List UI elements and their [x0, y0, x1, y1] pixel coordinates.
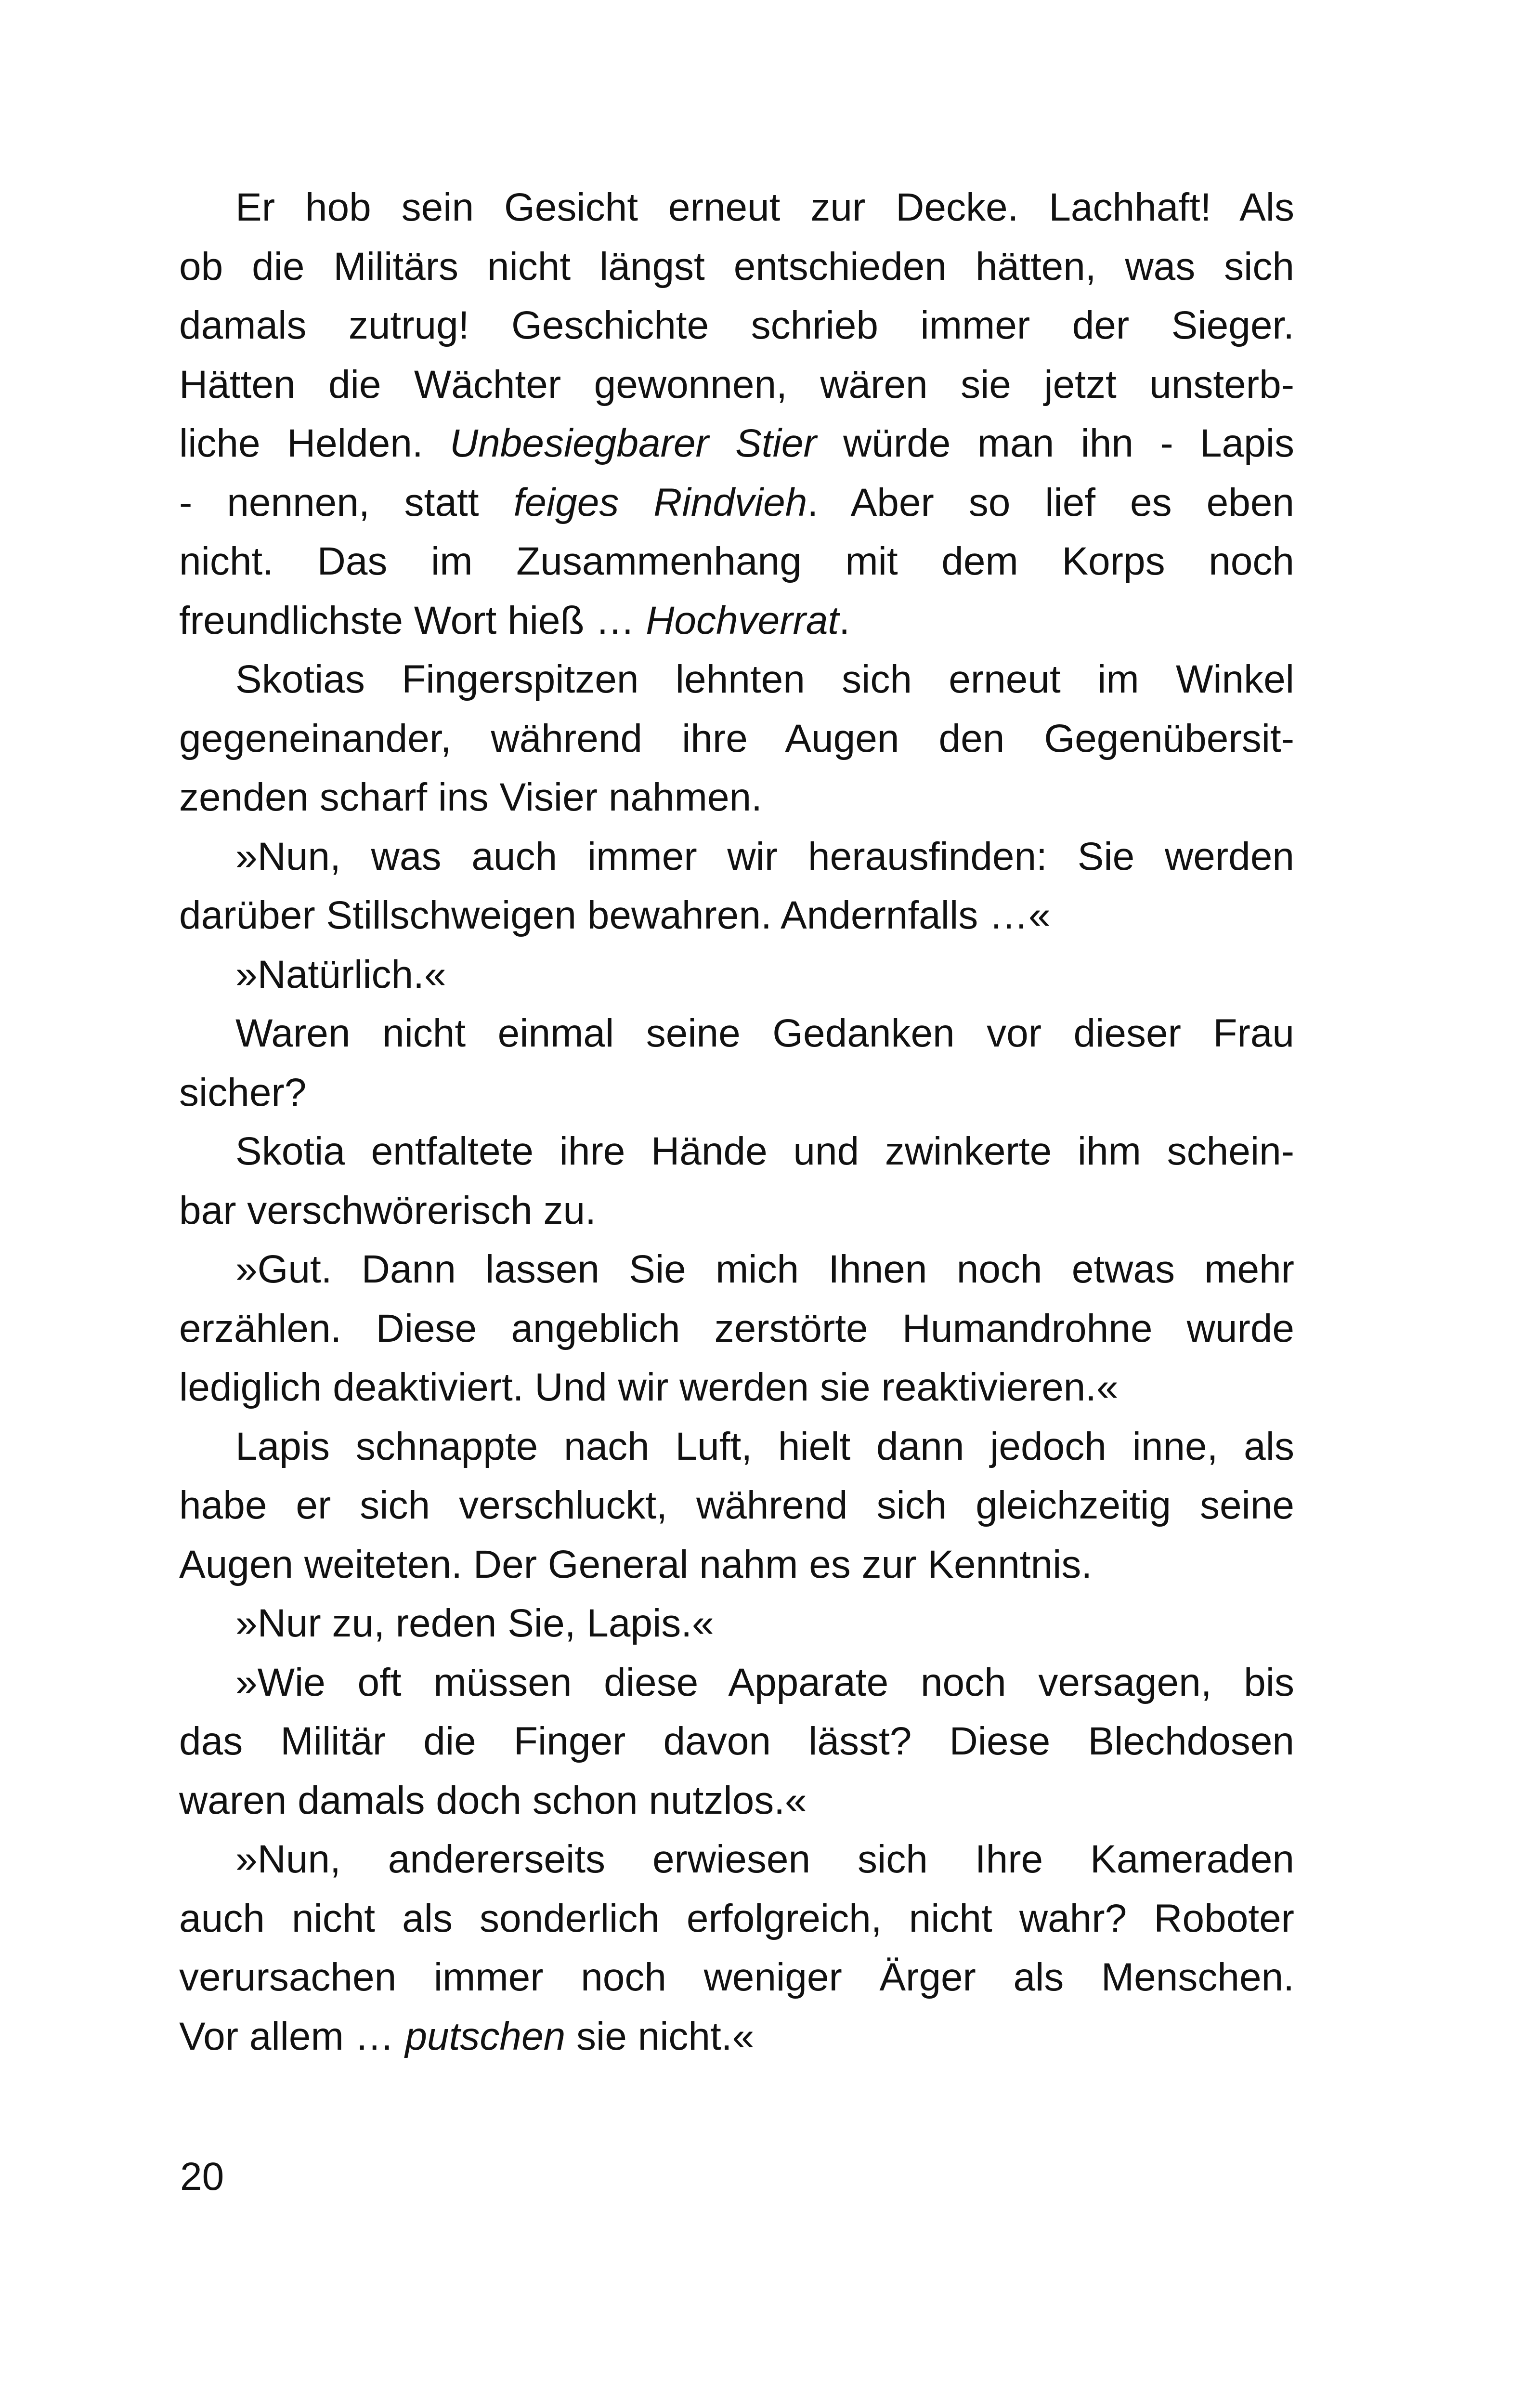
text-line	[179, 709, 1294, 769]
text-run: habe er sich verschluckt, während sich gleichzeitig seine	[179, 1483, 1294, 1527]
text-line	[179, 532, 1294, 591]
text-line	[179, 945, 1294, 1005]
text-run: »Natürlich.«	[235, 952, 446, 996]
text-run: liche Helden.	[179, 421, 450, 465]
text-run: verursachen immer noch weniger Ärger als Menschen.	[179, 1955, 1294, 1999]
text-run: nicht. Das im Zusammenhang mit dem Korps noch	[179, 539, 1294, 583]
text-run: .	[839, 598, 850, 642]
text-line	[179, 296, 1294, 355]
text-line	[179, 827, 1294, 887]
text-line	[179, 886, 1294, 945]
text-line	[179, 1004, 1294, 1063]
text-run: Vor allem …	[179, 2014, 405, 2058]
text-line	[179, 1889, 1294, 1949]
text-run: darüber Stillschweigen bewahren. Andernfalls …«	[179, 893, 1051, 937]
text-line	[179, 1594, 1294, 1653]
text-line	[179, 1240, 1294, 1299]
italic-text: putschen	[405, 2014, 566, 2058]
text-line	[179, 1712, 1294, 1771]
italic-text: Unbesiegbarer Stier	[449, 421, 817, 465]
text-line	[179, 1299, 1294, 1359]
text-run: Skotias Fingerspitzen lehnten sich erneut im Winkel	[235, 657, 1294, 701]
text-line	[179, 178, 1294, 237]
text-run: sicher?	[179, 1070, 307, 1114]
text-run: - nennen, statt	[179, 480, 514, 524]
text-run: zenden scharf ins Visier nahmen.	[179, 775, 762, 819]
body-text	[179, 178, 1294, 2066]
text-run: . Aber so lief es eben	[807, 480, 1294, 524]
italic-text: feiges Rindvieh	[513, 480, 807, 524]
text-run: »Nur zu, reden Sie, Lapis.«	[235, 1601, 714, 1645]
text-run: waren damals doch schon nutzlos.«	[179, 1778, 807, 1822]
text-run: »Wie oft müssen diese Apparate noch versagen, bis	[235, 1660, 1294, 1704]
text-run: erzählen. Diese angeblich zerstörte Humandrohne wurde	[179, 1306, 1294, 1350]
text-line	[179, 355, 1294, 415]
text-line	[179, 1830, 1294, 1889]
text-run: lediglich deaktiviert. Und wir werden sie reaktivieren.«	[179, 1365, 1119, 1409]
text-line	[179, 414, 1294, 473]
text-run: sie nicht.«	[565, 2014, 755, 2058]
text-run: freundlichste Wort hieß …	[179, 598, 646, 642]
text-run: Er hob sein Gesicht erneut zur Decke. Lachhaft! Als	[235, 185, 1294, 229]
text-line	[179, 473, 1294, 533]
text-line	[179, 650, 1294, 709]
text-line	[179, 1535, 1294, 1595]
text-line	[179, 237, 1294, 297]
text-run: damals zutrug! Geschichte schrieb immer der Sieger.	[179, 303, 1294, 347]
text-run: auch nicht als sonderlich erfolgreich, nicht wahr? Roboter	[179, 1896, 1294, 1940]
text-run: ob die Militärs nicht längst entschieden hätten, was sich	[179, 244, 1294, 288]
italic-text: Hochverrat	[646, 598, 839, 642]
text-line	[179, 1358, 1294, 1417]
text-run: das Militär die Finger davon lässt? Diese Blechdosen	[179, 1719, 1294, 1763]
text-line	[179, 1771, 1294, 1831]
text-line	[179, 2007, 1294, 2067]
text-run: Skotia entfaltete ihre Hände und zwinkerte ihm schein-	[235, 1129, 1294, 1173]
text-line	[179, 1476, 1294, 1535]
text-line	[179, 591, 1294, 651]
text-run: bar verschwörerisch zu.	[179, 1188, 596, 1232]
text-run: »Nun, andererseits erwiesen sich Ihre Kameraden	[235, 1837, 1294, 1881]
text-run: Waren nicht einmal seine Gedanken vor dieser Frau	[235, 1011, 1294, 1055]
text-run: Lapis schnappte nach Luft, hielt dann jedoch inne, als	[235, 1424, 1294, 1468]
text-run: würde man ihn - Lapis	[816, 421, 1294, 465]
text-line	[179, 768, 1294, 827]
text-run: Augen weiteten. Der General nahm es zur Kenntnis.	[179, 1542, 1093, 1586]
text-run: Hätten die Wächter gewonnen, wären sie jetzt unsterb-	[179, 362, 1294, 406]
text-line	[179, 1063, 1294, 1123]
text-run: »Gut. Dann lassen Sie mich Ihnen noch etwas mehr	[235, 1247, 1294, 1291]
text-line	[179, 1122, 1294, 1181]
text-line	[179, 1417, 1294, 1477]
text-line	[179, 1181, 1294, 1241]
page-number: 20	[180, 2155, 224, 2199]
text-line	[179, 1653, 1294, 1713]
text-run: gegeneinander, während ihre Augen den Gegenübersit-	[179, 716, 1294, 760]
text-run: »Nun, was auch immer wir herausfinden: Sie werden	[235, 834, 1294, 878]
text-line	[179, 1948, 1294, 2007]
